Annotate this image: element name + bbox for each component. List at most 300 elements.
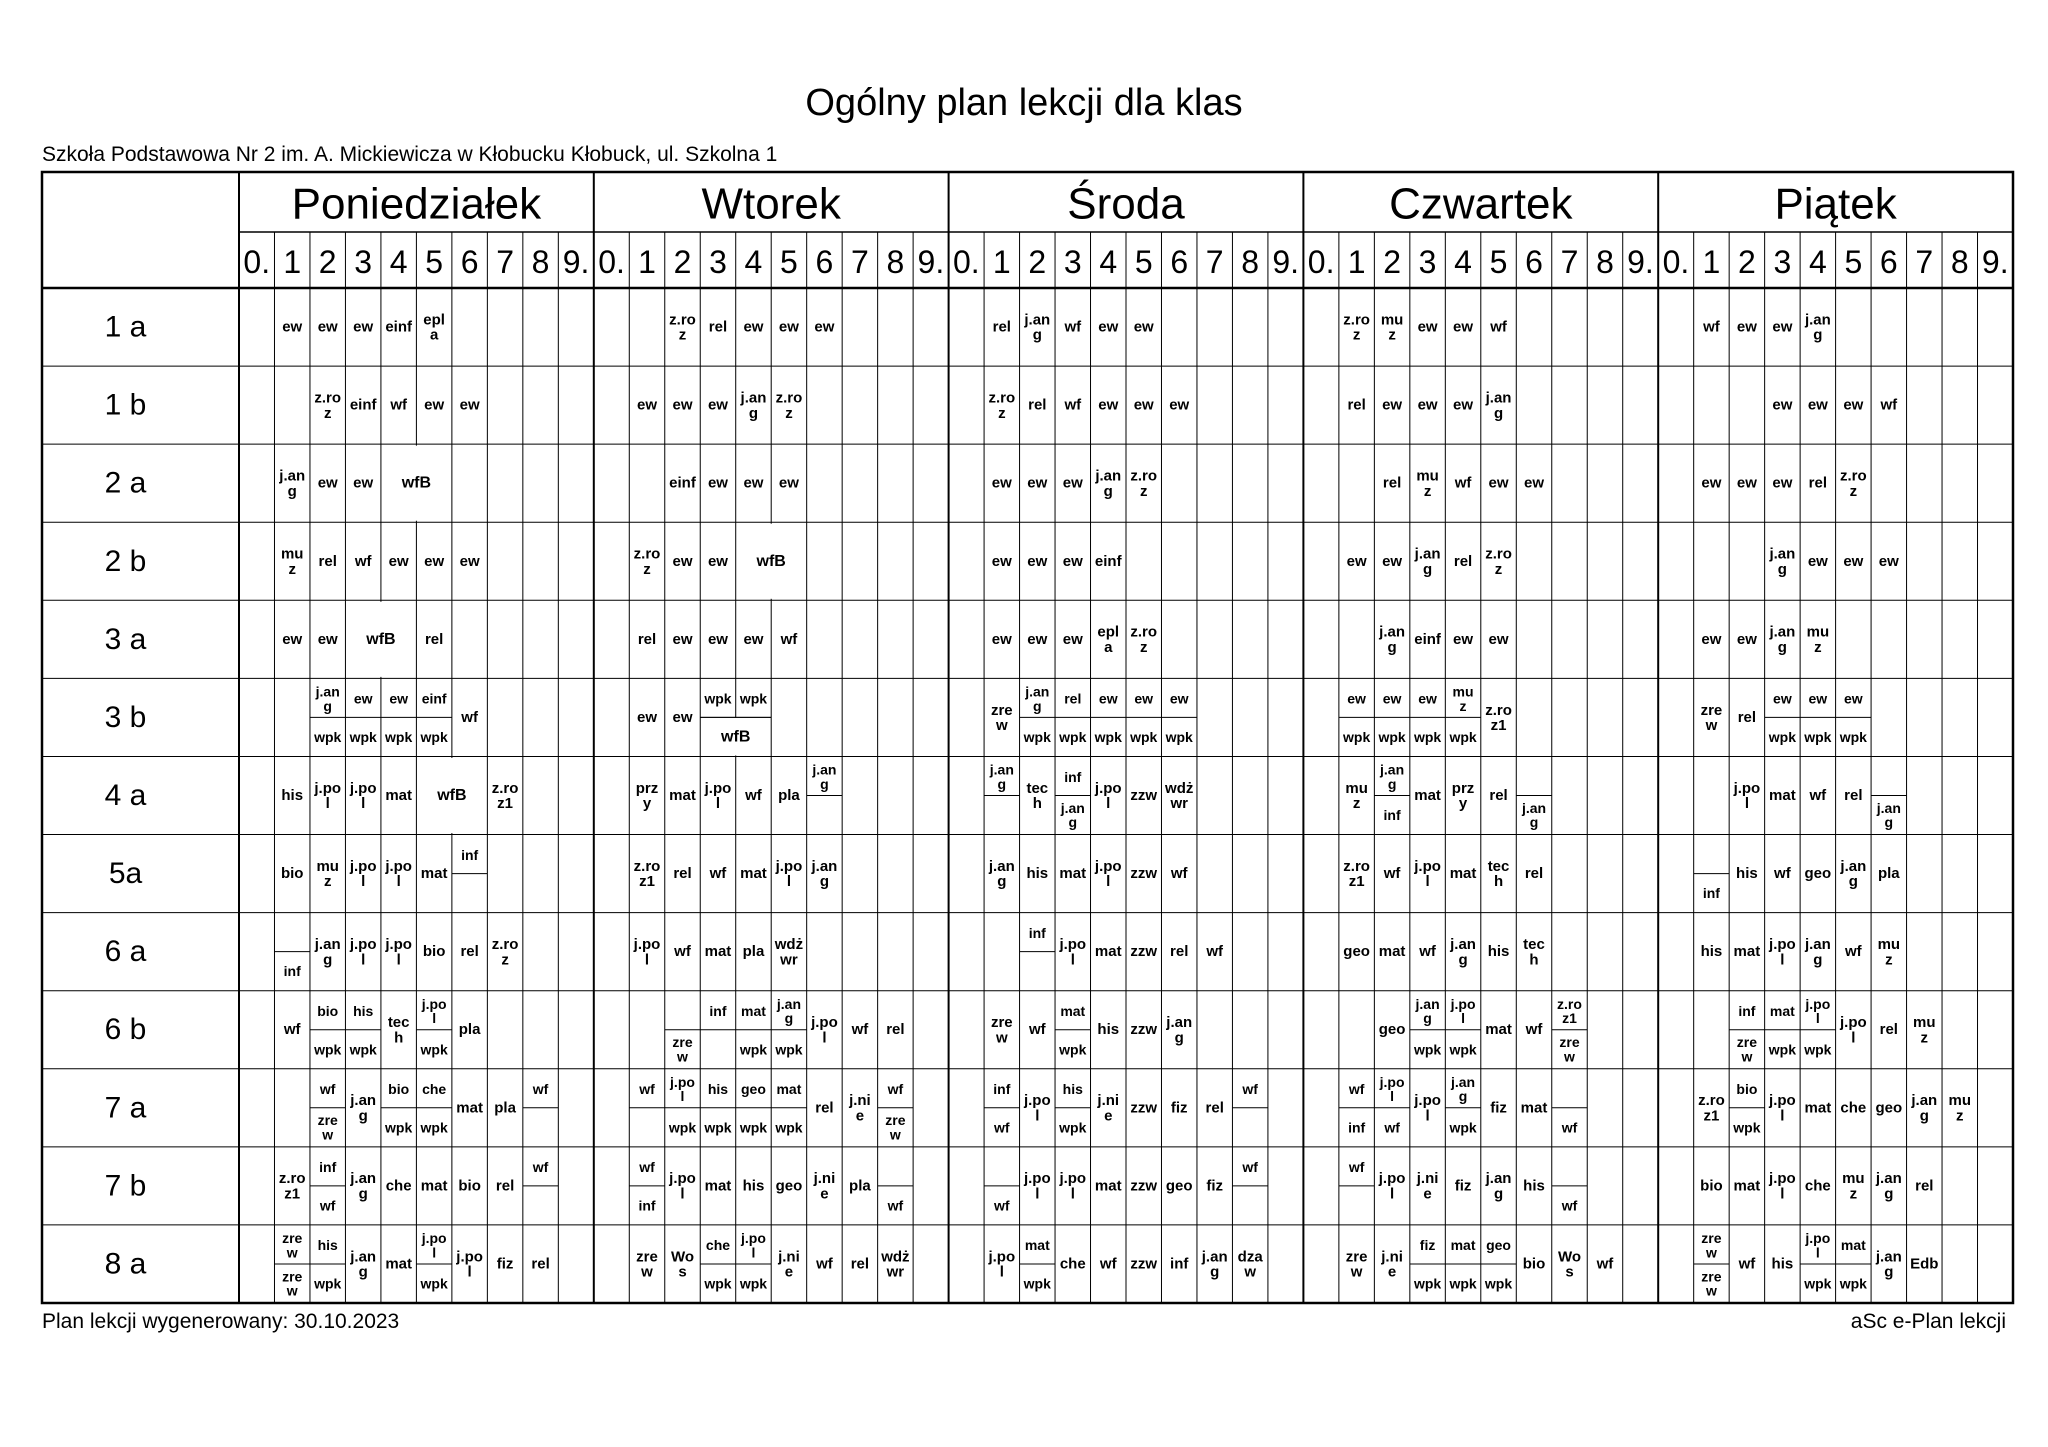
lesson: j.an g	[1450, 1073, 1476, 1105]
lesson: mu z	[1913, 1013, 1936, 1046]
lesson: wf	[390, 396, 407, 414]
lesson: zre w	[1700, 701, 1723, 734]
lesson: j.po l	[456, 1247, 483, 1281]
lesson: ew	[1736, 630, 1757, 648]
lesson: ew	[991, 552, 1012, 570]
lesson: ew	[1062, 474, 1083, 492]
lesson: wf	[1383, 865, 1401, 883]
lesson: wpk	[420, 1119, 448, 1136]
software-credit: aSc e-Plan lekcji	[1850, 1310, 2006, 1333]
lesson: wf	[1099, 1255, 1117, 1273]
lesson: rel	[1064, 690, 1082, 707]
lesson: j.an g	[1804, 935, 1831, 968]
lesson: ew	[637, 708, 658, 726]
lesson: j.an g	[1024, 310, 1051, 344]
period-number: 7	[1205, 244, 1224, 280]
lesson: wf	[1561, 1197, 1578, 1214]
lesson: geo	[775, 1177, 803, 1195]
day-header: Czwartek	[1389, 179, 1573, 229]
lesson: j.an g	[1840, 857, 1867, 890]
period-number: 4	[1454, 244, 1472, 280]
lesson: ew	[991, 474, 1012, 492]
lesson: ew	[424, 396, 445, 414]
lesson: tec h	[1523, 935, 1545, 968]
lesson: j.po l	[1023, 1169, 1051, 1203]
lesson: mat	[776, 1081, 802, 1098]
lesson: ew	[637, 396, 658, 414]
lesson: z.ro z1	[1343, 857, 1370, 890]
lesson: ew	[388, 552, 409, 570]
lesson: mat	[1449, 865, 1477, 883]
lesson: wpk	[420, 1275, 448, 1292]
period-number: 5	[1489, 244, 1508, 280]
lesson: ew	[1417, 318, 1438, 336]
lesson: mat	[704, 1177, 732, 1195]
lesson: wdż wr	[774, 935, 804, 968]
lesson: wpk	[1449, 728, 1477, 745]
lesson: wpk	[1804, 728, 1832, 745]
lesson: wf	[1206, 943, 1224, 961]
lesson: ew	[1843, 396, 1864, 414]
lesson: wfB	[756, 552, 786, 570]
lesson: bio	[388, 1081, 410, 1098]
lesson: wpk	[739, 1119, 768, 1136]
lesson: z.ro z	[1130, 623, 1158, 656]
lesson: j.ni e	[813, 1169, 836, 1203]
lesson: ew	[1417, 396, 1438, 414]
lesson: fiz	[496, 1255, 514, 1273]
lesson: geo	[1804, 865, 1832, 883]
lesson: geo	[1378, 1021, 1406, 1039]
lesson: zre w	[1701, 1230, 1722, 1261]
lesson: ew	[1736, 474, 1757, 492]
lesson: rel	[1170, 943, 1189, 961]
lesson: ew	[1807, 396, 1828, 414]
lesson: inf	[1348, 1119, 1366, 1136]
lesson: j.po l	[421, 1230, 447, 1261]
lesson: rel	[992, 318, 1011, 336]
lesson: j.an g	[776, 995, 802, 1027]
lesson: inf	[283, 963, 301, 980]
lesson: j.po l	[775, 857, 803, 890]
lesson: prz y	[635, 779, 659, 812]
lesson: j.an g	[1875, 1247, 1902, 1281]
lesson: j.an g	[350, 1091, 377, 1124]
lesson: mat	[1840, 1237, 1866, 1254]
lesson: prz y	[1451, 779, 1475, 812]
lesson: geo	[1343, 943, 1370, 961]
lesson: z.ro z	[1343, 310, 1370, 344]
lesson: mu z	[280, 545, 304, 578]
lesson: ew	[1843, 552, 1864, 570]
period-number: 3	[709, 244, 727, 280]
lesson: einf	[421, 690, 447, 707]
lesson: wpk	[704, 1275, 732, 1292]
lesson: zre w	[990, 1013, 1013, 1046]
lesson: ew	[1488, 474, 1509, 492]
lesson: ew	[672, 396, 693, 414]
lesson: tec h	[1026, 779, 1049, 812]
lesson: inf	[993, 1081, 1011, 1098]
lesson: j.po l	[1769, 935, 1796, 968]
lesson: wpk	[1768, 1041, 1796, 1058]
period-number: 9.	[1981, 244, 2009, 280]
lesson: j.po l	[385, 935, 412, 968]
lesson: wf	[887, 1081, 904, 1098]
lesson: mat	[741, 1002, 766, 1019]
lesson: j.po l	[349, 935, 377, 968]
lesson: inf	[1170, 1255, 1189, 1273]
lesson: wpk	[739, 1041, 768, 1058]
lesson: wpk	[385, 1119, 413, 1136]
lesson: wpk	[739, 690, 768, 707]
lesson: ew	[672, 552, 693, 570]
lesson: pla	[849, 1177, 871, 1195]
lesson: wf	[674, 943, 691, 961]
period-number: 8	[1596, 244, 1614, 280]
lesson: einf	[1094, 552, 1122, 570]
lesson: ew	[353, 690, 373, 707]
lesson: ew	[282, 318, 303, 336]
lesson: mat	[1378, 943, 1406, 961]
lesson: epl a	[423, 310, 445, 344]
lesson: zre w	[282, 1230, 303, 1261]
lesson: ew	[1346, 552, 1367, 570]
lesson: j.po l	[385, 857, 412, 890]
lesson: ew	[1773, 690, 1792, 707]
lesson: wf	[1028, 1021, 1046, 1039]
lesson: rel	[1524, 865, 1544, 883]
lesson: ew	[1772, 318, 1793, 336]
lesson: wpk	[314, 728, 342, 745]
lesson: rel	[673, 865, 692, 883]
lesson: j.ni e	[849, 1091, 871, 1124]
lesson: rel	[1347, 396, 1366, 414]
lesson: wpk	[1165, 728, 1193, 745]
lesson: wf	[532, 1081, 549, 1098]
lesson: zzw	[1130, 1255, 1158, 1273]
lesson: j.an g	[1876, 799, 1901, 831]
lesson: j.an g	[350, 1169, 377, 1203]
lesson: wpk	[704, 690, 732, 707]
lesson: pla	[494, 1099, 516, 1117]
class-name: 4 a	[104, 779, 147, 812]
lesson: zzw	[1130, 943, 1158, 961]
day-header: Poniedziałek	[291, 179, 542, 229]
lesson: rel	[1028, 396, 1047, 414]
lesson: his	[707, 1081, 729, 1098]
class-name: 3 b	[104, 700, 147, 734]
lesson: ew	[459, 552, 480, 570]
period-number: 3	[354, 244, 373, 280]
lesson: ew	[1062, 552, 1083, 570]
lesson: rel	[1453, 552, 1473, 570]
period-number: 6	[1170, 244, 1189, 280]
lesson: j.po l	[1733, 779, 1761, 812]
lesson: zzw	[1130, 787, 1158, 804]
lesson: rel	[1844, 787, 1863, 804]
lesson: wf	[887, 1197, 904, 1214]
lesson: j.an g	[315, 683, 340, 714]
lesson: zzw	[1130, 865, 1158, 883]
lesson: mu z	[1877, 935, 1901, 968]
period-number: 4	[744, 244, 763, 280]
lesson: ew	[1133, 318, 1154, 336]
lesson: j.an g	[1201, 1247, 1228, 1281]
lesson: rel	[1915, 1177, 1934, 1195]
lesson: Edb	[1910, 1255, 1939, 1273]
lesson: wpk	[1059, 1041, 1087, 1058]
lesson: bio	[317, 1002, 339, 1019]
lesson: tec h	[387, 1013, 410, 1046]
lesson: ew	[1133, 396, 1154, 414]
lesson: ew	[707, 552, 728, 570]
lesson: wpk	[1094, 728, 1122, 745]
lesson: mat	[704, 943, 732, 961]
lesson: his	[1523, 1177, 1545, 1195]
lesson: rel	[1489, 787, 1508, 804]
lesson: wpk	[1839, 1275, 1867, 1292]
lesson: ew	[707, 396, 728, 414]
lesson: ew	[459, 396, 480, 414]
lesson: wpk	[739, 1275, 768, 1292]
lesson: wf	[283, 1021, 301, 1039]
lesson: j.po l	[1769, 1091, 1796, 1124]
lesson: ew	[707, 630, 728, 648]
lesson: dza w	[1237, 1247, 1263, 1281]
lesson: wfB	[401, 474, 432, 492]
lesson: mu z	[1806, 623, 1830, 656]
page-title: Ogólny plan lekcji dla klas	[805, 82, 1243, 124]
lesson: mu z	[1380, 310, 1404, 344]
lesson: j.po l	[811, 1013, 838, 1046]
lesson: fiz	[1454, 1177, 1472, 1195]
lesson: zzw	[1130, 1177, 1158, 1195]
lesson: inf	[1064, 768, 1082, 785]
lesson: j.po l	[1805, 1230, 1831, 1261]
lesson: ew	[1701, 474, 1722, 492]
lesson: mat	[1769, 787, 1796, 804]
lesson: geo	[1165, 1177, 1193, 1195]
lesson: wpk	[1804, 1275, 1832, 1292]
lesson: zre w	[636, 1247, 658, 1281]
lesson: ew	[672, 630, 693, 648]
lesson: wf	[1242, 1159, 1258, 1176]
lesson: wfB	[721, 728, 751, 746]
lesson: ew	[1453, 630, 1474, 648]
class-name: 5a	[108, 857, 143, 891]
lesson: rel	[318, 552, 337, 570]
lesson: j.po l	[1805, 995, 1831, 1027]
lesson: wpk	[1023, 1275, 1051, 1292]
lesson: j.an g	[740, 388, 767, 422]
lesson: ew	[1169, 690, 1189, 707]
lesson: mu z	[1345, 779, 1368, 812]
period-number: 3	[1418, 244, 1437, 280]
lesson: j.an g	[811, 857, 838, 890]
lesson: wpk	[1839, 728, 1867, 745]
period-number: 3	[1063, 244, 1082, 280]
lesson: j.po l	[1840, 1013, 1867, 1046]
lesson: ew	[1347, 690, 1366, 707]
lesson: mat	[1414, 787, 1441, 804]
lesson: z.ro z1	[491, 779, 519, 812]
lesson: wf	[1384, 1119, 1400, 1136]
lesson: ew	[1382, 552, 1403, 570]
period-number: 4	[1099, 244, 1118, 280]
lesson: rel	[531, 1255, 550, 1273]
lesson: j.po l	[1769, 1169, 1796, 1203]
lesson: fiz	[1490, 1099, 1507, 1117]
lesson: einf	[669, 474, 696, 492]
lesson: ew	[1488, 630, 1509, 648]
lesson: ew	[1382, 396, 1403, 414]
lesson: wpk	[420, 1041, 448, 1058]
period-number: 9.	[1627, 244, 1654, 280]
lesson: mat	[740, 865, 767, 883]
lesson: z.ro z	[1130, 467, 1158, 500]
lesson: wpk	[1413, 728, 1442, 745]
period-number: 6	[815, 244, 834, 280]
lesson: j.ni e	[778, 1247, 800, 1281]
lesson: ew	[1418, 690, 1437, 707]
lesson: wpk	[668, 1119, 697, 1136]
lesson: z.ro z1	[1557, 995, 1582, 1027]
lesson: rel	[460, 943, 479, 961]
lesson: j.an g	[1379, 623, 1406, 656]
lesson: rel	[1382, 474, 1402, 492]
lesson: z.ro z	[314, 388, 342, 422]
lesson: zre w	[885, 1112, 906, 1143]
lesson: ew	[1807, 552, 1828, 570]
lesson: j.po l	[349, 779, 377, 812]
lesson: einf	[385, 318, 412, 336]
lesson: his	[1736, 865, 1758, 883]
period-number: 5	[780, 244, 798, 280]
lesson: pla	[458, 1021, 481, 1039]
class-name: 1 a	[104, 310, 147, 344]
period-number: 4	[1808, 244, 1827, 280]
lesson: mat	[1024, 1237, 1050, 1254]
lesson: geo	[1486, 1237, 1511, 1254]
lesson: ew	[1453, 318, 1474, 336]
period-number: 1	[283, 244, 302, 280]
lesson: inf	[319, 1159, 337, 1176]
lesson: ew	[778, 474, 799, 492]
lesson: wf	[1738, 1255, 1756, 1273]
lesson: rel	[495, 1177, 515, 1195]
period-number: 2	[1383, 244, 1401, 280]
lesson: wf	[319, 1197, 336, 1214]
lesson: rel	[1879, 1021, 1898, 1039]
lesson: z.ro z	[775, 388, 803, 422]
lesson: ew	[1843, 690, 1863, 707]
lesson: zzw	[1130, 1099, 1158, 1117]
day-header: Piątek	[1774, 179, 1897, 229]
lesson: wf	[1419, 943, 1436, 961]
lesson: wpk	[1059, 728, 1087, 745]
lesson: j.po l	[1414, 857, 1441, 890]
lesson: ew	[1098, 396, 1119, 414]
lesson: wf	[319, 1081, 336, 1098]
lesson: rel	[886, 1021, 905, 1039]
lesson: his	[1700, 943, 1723, 961]
lesson: rel	[815, 1099, 834, 1117]
lesson: j.an g	[1060, 799, 1085, 831]
lesson: wf	[1845, 943, 1862, 961]
lesson: mat	[1769, 1002, 1795, 1019]
class-name: 2 a	[104, 466, 147, 500]
lesson: rel	[850, 1255, 870, 1273]
lesson: ew	[1736, 318, 1757, 336]
period-number: 1	[638, 244, 656, 280]
lesson: ew	[743, 318, 764, 336]
lesson: j.ni e	[1097, 1091, 1120, 1124]
lesson: z.ro z1	[1698, 1091, 1725, 1124]
lesson: ew	[1134, 690, 1154, 707]
lesson: mat	[420, 865, 448, 883]
lesson: bio	[1522, 1255, 1546, 1273]
lesson: ew	[317, 318, 338, 336]
lesson: mat	[420, 1177, 448, 1195]
lesson: j.an g	[1911, 1091, 1938, 1124]
lesson: j.an g	[1521, 799, 1547, 831]
lesson: wpk	[1413, 1275, 1442, 1292]
period-number: 1	[992, 244, 1011, 280]
lesson: wf	[745, 787, 762, 804]
lesson: wpk	[1449, 1119, 1477, 1136]
class-name: 3 a	[104, 622, 147, 656]
lesson: ew	[743, 474, 764, 492]
lesson: wpk	[1023, 728, 1051, 745]
lesson: j.po l	[421, 995, 447, 1027]
school-name: Szkoła Podstawowa Nr 2 im. A. Mickiewicza w Kłobucku Kłobuck, ul. Szkolna 1	[42, 143, 778, 166]
lesson: j.an g	[1095, 467, 1122, 500]
lesson: ew	[1062, 630, 1083, 648]
lesson: wpk	[1733, 1119, 1761, 1136]
lesson: mu z	[1416, 467, 1439, 500]
lesson: ew	[1027, 474, 1048, 492]
lesson: his	[1487, 943, 1510, 961]
lesson: j.ni e	[1416, 1169, 1439, 1203]
lesson: wpk	[314, 1041, 342, 1058]
lesson: epl a	[1097, 623, 1120, 656]
lesson: inf	[1738, 1002, 1756, 1019]
lesson: j.po l	[1023, 1091, 1051, 1124]
lesson: z.ro z1	[278, 1169, 306, 1203]
lesson: wpk	[1130, 728, 1158, 745]
lesson: zre w	[990, 701, 1013, 734]
lesson: mat	[1804, 1099, 1832, 1117]
lesson: mat	[385, 1255, 413, 1273]
lesson: mat	[385, 787, 413, 804]
lesson: ew	[317, 630, 338, 648]
lesson: ew	[317, 474, 338, 492]
period-number: 2	[1028, 244, 1047, 280]
lesson: mat	[669, 787, 696, 804]
lesson: wpk	[1343, 728, 1371, 745]
period-number: 9.	[562, 244, 590, 280]
period-number: 3	[1773, 244, 1792, 280]
lesson: wf	[532, 1159, 549, 1176]
period-number: 6	[460, 244, 479, 280]
lesson: wf	[851, 1021, 869, 1039]
lesson: j.po l	[1379, 1073, 1405, 1105]
lesson: wf	[994, 1119, 1010, 1136]
lesson: wpk	[1484, 1275, 1513, 1292]
period-number: 0.	[243, 244, 271, 280]
period-number: 7	[1915, 244, 1934, 280]
